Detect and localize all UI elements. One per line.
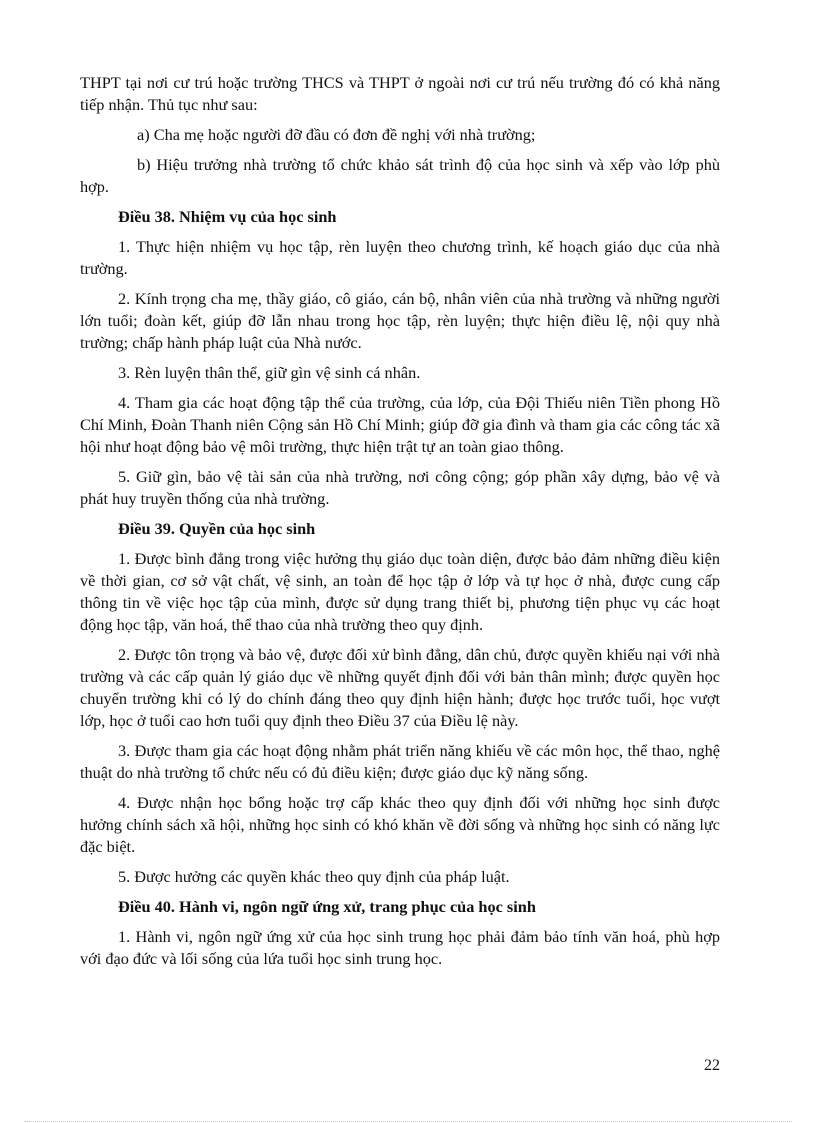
article-heading: Điều 39. Quyền của học sinh bbox=[118, 519, 316, 538]
page-bottom-divider bbox=[24, 1121, 792, 1122]
paragraph: 1. Hành vi, ngôn ngữ ứng xử của học sinh trung học phải đảm bảo tính văn hoá, phù hợp với đạo đức và lối sống của lứa tuổi học sinh trung học. bbox=[80, 927, 720, 968]
page-number: 22 bbox=[704, 1057, 720, 1074]
paragraph: 3. Rèn luyện thân thể, giữ gìn vệ sinh cá nhân. bbox=[118, 363, 421, 382]
paragraph: 5. Được hưởng các quyền khác theo quy định của pháp luật. bbox=[118, 867, 510, 886]
paragraph: 3. Được tham gia các hoạt động nhằm phát triển năng khiếu về các môn học, thể thao, nghệ thuật do nhà trường tổ chức nếu có đủ điều kiện; được giáo dục kỹ năng sống. bbox=[80, 741, 720, 782]
paragraph: 4. Được nhận học bổng hoặc trợ cấp khác theo quy định đối với những học sinh được hưởng chính sách xã hội, những học sinh có khó khăn về đời sống và những học sinh có năng lực đặc biệt. bbox=[80, 793, 720, 856]
list-item-paragraph: a) Cha mẹ hoặc người đỡ đầu có đơn đề nghị với nhà trường; bbox=[137, 125, 536, 144]
document-body bbox=[80, 72, 720, 978]
list-item-paragraph: b) Hiệu trưởng nhà trường tổ chức khảo sát trình độ của học sinh và xếp vào lớp phù hợp. bbox=[80, 155, 720, 196]
paragraph: THPT tại nơi cư trú hoặc trường THCS và THPT ở ngoài nơi cư trú nếu trường đó có khả năng tiếp nhận. Thủ tục như sau: bbox=[80, 73, 720, 114]
article-heading: Điều 38. Nhiệm vụ của học sinh bbox=[118, 207, 337, 226]
article-heading: Điều 40. Hành vi, ngôn ngữ ứng xử, trang phục của học sinh bbox=[118, 897, 536, 916]
paragraph: 1. Được bình đẳng trong việc hưởng thụ giáo dục toàn diện, được bảo đảm những điều kiện về thời gian, cơ sở vật chất, vệ sinh, an toàn để học tập ở lớp và tự học ở nhà, được cung cấp thông tin về việc học tập của mình, được sử dụng trang thiết bị, phương tiện phục vụ các hoạt động học tập, văn hoá, thể thao của nhà trường theo quy định. bbox=[80, 549, 720, 634]
paragraph: 2. Kính trọng cha mẹ, thầy giáo, cô giáo, cán bộ, nhân viên của nhà trường và những người lớn tuổi; đoàn kết, giúp đỡ lẫn nhau trong học tập, rèn luyện; thực hiện điều lệ, nội quy nhà trường; chấp hành pháp luật của Nhà nước. bbox=[80, 289, 720, 352]
paragraph: 1. Thực hiện nhiệm vụ học tập, rèn luyện theo chương trình, kế hoạch giáo dục của nhà trường. bbox=[80, 237, 720, 278]
paragraph: 2. Được tôn trọng và bảo vệ, được đối xử bình đẳng, dân chủ, được quyền khiếu nại với nhà trường và các cấp quản lý giáo dục về những quyết định đối với bản thân mình; được quyền học chuyển trường khi có lý do chính đáng theo quy định hiện hành; được học trước tuổi, học vượt lớp, học ở tuổi cao hơn tuổi quy định theo Điều 37 của Điều lệ này. bbox=[80, 645, 720, 730]
paragraph: 4. Tham gia các hoạt động tập thể của trường, của lớp, của Đội Thiếu niên Tiền phong Hồ Chí Minh, Đoàn Thanh niên Cộng sản Hồ Chí Minh; giúp đỡ gia đình và tham gia các công tác xã hội như hoạt động bảo vệ môi trường, thực hiện trật tự an toàn giao thông. bbox=[80, 393, 720, 456]
paragraph: 5. Giữ gìn, bảo vệ tài sản của nhà trường, nơi công cộng; góp phần xây dựng, bảo vệ và phát huy truyền thống của nhà trường. bbox=[80, 467, 720, 508]
